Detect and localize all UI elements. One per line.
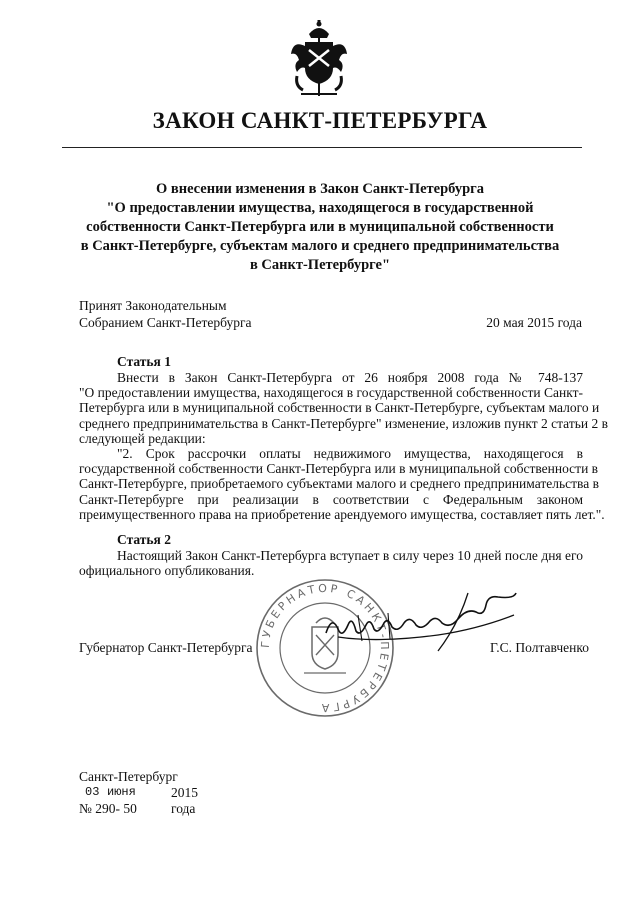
text-line: следующей редакции: <box>79 430 206 446</box>
signing-place: Санкт-Петербург <box>79 769 178 784</box>
text-line: среднего предпринимательства в Санкт-Петербурге" изменение, изложив пункт 2 статьи 2 в <box>79 415 608 431</box>
adoption-date: 20 мая 2015 года <box>486 315 582 330</box>
text-line: преимущественного права на приобретение арендуемого имущества, составляет пять лет.". <box>79 506 605 522</box>
date-day: 03 <box>85 785 100 799</box>
svg-text:ГУБЕРНАТОР САНКТ-ПЕТЕРБУРГА: ГУБЕРНАТОР САНКТ-ПЕТЕРБУРГА <box>258 581 392 715</box>
title-line: О внесении изменения в Закон Санкт-Петербурга <box>155 181 484 197</box>
law-title: ЗАКОН САНКТ-ПЕТЕРБУРГА <box>152 108 488 133</box>
adoption-note <box>79 297 252 331</box>
title-line: в Санкт-Петербурге" <box>249 257 391 273</box>
coat-of-arms-icon <box>287 20 351 100</box>
text-line: "О предоставлении имущества, находящегося в государственной собственности Санкт- <box>79 385 583 401</box>
title-line: в Санкт-Петербурге, субъектам малого и среднего предпринимательства <box>80 238 560 254</box>
article-2-heading: Статья 2 <box>117 532 171 547</box>
governor-name: Г.С. Полтавченко <box>490 640 590 655</box>
text-line: "2. Срок рассрочки оплаты недвижимого имущества, находящегося в <box>117 446 583 462</box>
article-2-body <box>79 548 583 578</box>
adoption-line: Собранием Санкт-Петербурга <box>79 315 252 330</box>
text-line: Санкт-Петербурге при реализации в соответствии с Федеральным законом <box>79 491 583 507</box>
article-1-body <box>79 370 608 522</box>
title-line: "О предоставлении имущества, находящегося в государственной <box>106 200 534 216</box>
text-line: государственной собственности Санкт-Петербурга или в муниципальной собственности в <box>79 461 599 477</box>
date-year: 2015 года <box>171 785 198 816</box>
title-divider <box>62 147 582 148</box>
article-1-heading: Статья 1 <box>117 354 171 369</box>
document-title <box>80 180 560 275</box>
text-line: Петербурга или в муниципальной собственности в Санкт-Петербурге, субъектам малого и <box>79 400 600 416</box>
text-line: Внести в Закон Санкт-Петербурга от 26 ноября 2008 года № 748-137 <box>117 370 583 385</box>
title-line: собственности Санкт-Петербурга или в муниципальной собственности <box>86 219 554 235</box>
governor-position: Губернатор Санкт-Петербурга <box>79 640 253 655</box>
adoption-line: Принят Законодательным <box>79 298 227 313</box>
text-line: официального опубликования. <box>79 563 255 579</box>
text-line: Настоящий Закон Санкт-Петербурга вступает в силу через 10 дней после дня его <box>117 548 583 563</box>
date-month: июня <box>107 785 136 799</box>
law-number: № 290- 50 <box>79 801 137 816</box>
text-line: Санкт-Петербурге, приобретаемого субъектами малого и среднего предпринимательства в <box>79 476 599 492</box>
